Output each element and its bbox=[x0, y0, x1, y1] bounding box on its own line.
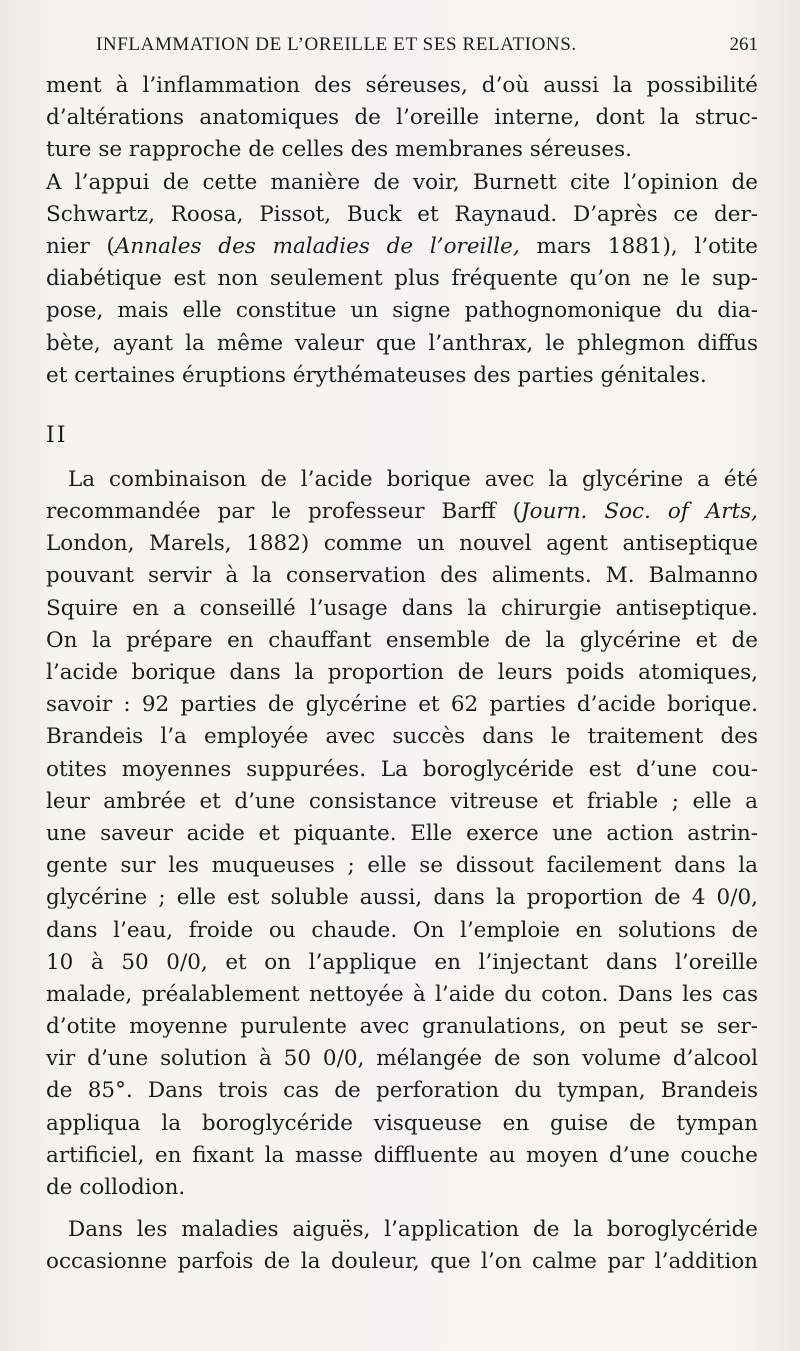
text-line: de collodion. bbox=[46, 1175, 186, 1200]
text-fragment: mars 1881), l’otite bbox=[519, 233, 758, 259]
running-header bbox=[96, 34, 758, 64]
text-line: Squire en a conseillé l’usage dans la chirurgie antiseptique. bbox=[46, 595, 758, 621]
text-line: d’otite moyenne purulente avec granulations, on peut se ser- bbox=[46, 1014, 758, 1040]
text-line: Dans les maladies aiguës, l’application de la boroglycéride bbox=[68, 1217, 758, 1243]
text-fragment: nier ( bbox=[46, 233, 115, 259]
text-line: gente sur les muqueuses ; elle se dissout facilement dans la bbox=[46, 853, 758, 879]
text-line: A l’appui de cette manière de voir, Burnett cite l’opinion de bbox=[46, 169, 758, 195]
text-line: de 85°. Dans trois cas de perforation du tympan, Brandeis bbox=[46, 1078, 758, 1104]
text-line: et certaines éruptions érythémateuses des parties génitales. bbox=[46, 362, 707, 388]
text-line-with-citation bbox=[46, 231, 758, 263]
text-line: vir d’une solution à 50 0/0, mélangée de son volume d’alcool bbox=[46, 1046, 758, 1072]
text-line: pose, mais elle constitue un signe pathognomonique du dia- bbox=[46, 298, 758, 324]
text-line: 10 à 50 0/0, et on l’applique en l’injectant dans l’oreille bbox=[46, 949, 758, 975]
text-line: diabétique est non seulement plus fréquente qu’on ne le sup- bbox=[46, 266, 758, 292]
text-line: une saveur acide et piquante. Elle exerce une action astrin- bbox=[46, 820, 758, 846]
text-line: pouvant servir à la conservation des aliments. M. Balmanno bbox=[46, 563, 758, 589]
text-line: On la prépare en chauffant ensemble de la glycérine et de bbox=[46, 627, 758, 653]
text-line: glycérine ; elle est soluble aussi, dans la proportion de 4 0/0, bbox=[46, 885, 758, 911]
journal-citation: Journ. Soc. of Arts, bbox=[521, 499, 758, 525]
section-heading: II bbox=[46, 422, 68, 448]
text-line: l’acide borique dans la proportion de leurs poids atomiques, bbox=[46, 660, 758, 685]
text-line: occasionne parfois de la douleur, que l’on calme par l’addition bbox=[46, 1249, 758, 1275]
text-line: La combinaison de l’acide borique avec la glycérine a été bbox=[68, 466, 758, 492]
paragraph-1 bbox=[46, 70, 758, 392]
text-line: bète, ayant la même valeur que l’anthrax, le phlegmon diffus bbox=[46, 330, 758, 356]
text-line: d’altérations anatomiques de l’oreille interne, dont la struc- bbox=[46, 105, 758, 131]
text-line: ment à l’inflammation des séreuses, d’où aussi la possibilité bbox=[46, 73, 758, 98]
page-body bbox=[46, 70, 758, 1279]
text-line: artificiel, en fixant la masse diffluente au moyen d’une couche bbox=[46, 1142, 758, 1168]
text-line-with-citation bbox=[46, 496, 758, 528]
text-line: savoir : 92 parties de glycérine et 62 parties d’acide borique. bbox=[46, 692, 758, 718]
text-line: London, Marels, 1882) comme un nouvel agent antiseptique bbox=[46, 531, 758, 557]
paragraph-2 bbox=[46, 464, 758, 1204]
text-line: Brandeis l’a employée avec succès dans le traitement des bbox=[46, 724, 758, 750]
text-line: Schwartz, Roosa, Pissot, Buck et Raynaud. D’après ce der- bbox=[46, 201, 758, 227]
text-line: otites moyennes suppurées. La boroglycéride est d’une cou- bbox=[46, 756, 758, 782]
paragraph-gap bbox=[46, 1204, 758, 1214]
text-line: ture se rapproche de celles des membranes séreuses. bbox=[46, 137, 633, 163]
text-line: leur ambrée et d’une consistance vitreuse et friable ; elle a bbox=[46, 788, 758, 814]
text-fragment: recommandée par le professeur Barff ( bbox=[46, 499, 522, 525]
text-line: dans l’eau, froide ou chaude. On l’emploie en solutions de bbox=[46, 917, 758, 943]
text-line: appliqua la boroglycéride visqueuse en guise de tympan bbox=[46, 1110, 758, 1136]
text-line: malade, préalablement nettoyée à l’aide du coton. Dans les cas bbox=[46, 981, 758, 1007]
journal-citation: Annales des maladies de l’oreille, bbox=[114, 233, 520, 259]
page-number: 261 bbox=[729, 34, 758, 55]
paragraph-3 bbox=[46, 1214, 758, 1278]
running-title: INFLAMMATION DE L’OREILLE ET SES RELATIONS. bbox=[96, 34, 577, 55]
